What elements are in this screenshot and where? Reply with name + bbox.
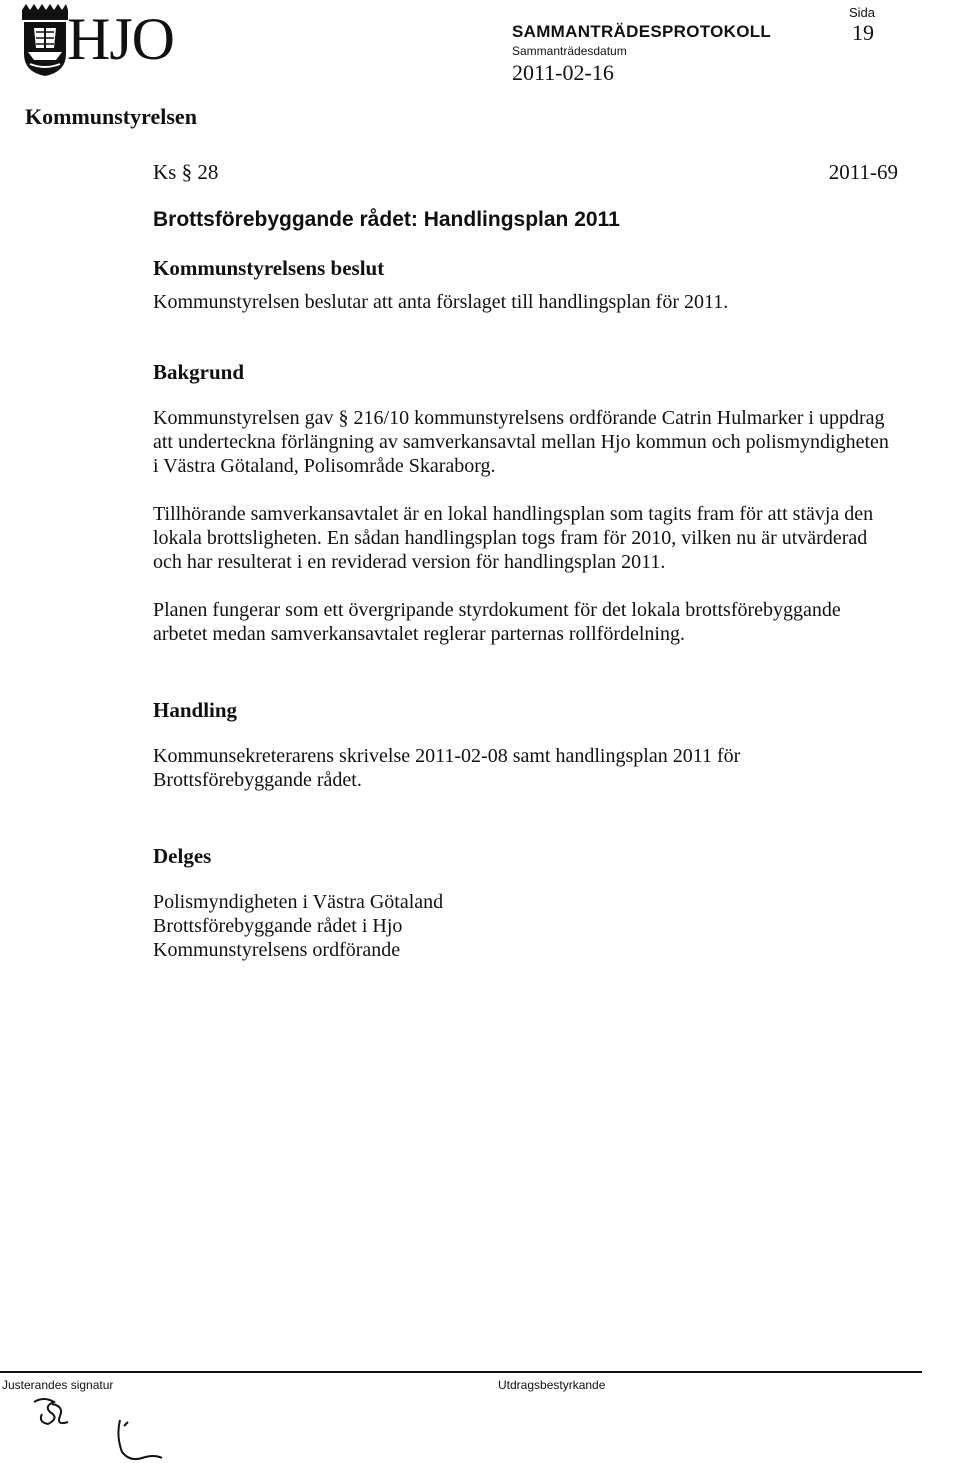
case-row (153, 160, 898, 184)
section-number: Ks § 28 (153, 160, 219, 184)
page-label: Sida (849, 5, 876, 20)
background-paragraph: Planen fungerar som ett övergripande styrdokument för det lokala brottsförebyggande arbetet medan samverkansavtalet reglerar parternas rollfördelning. (153, 599, 841, 645)
documents-text: Kommunsekreterarens skrivelse 2011-02-08 samt handlingsplan 2011 för Brottsförebyggande rådet. (153, 745, 741, 791)
extract-certification-label: Utdragsbestyrkande (498, 1378, 606, 1392)
background-paragraph: Kommunstyrelsen gav § 216/10 kommunstyrelsens ordförande Catrin Hulmarker i uppdrag att underteckna förlängning av samverkansavtal mellan Hjo kommun och polismyndigheten i Västra Götaland, Polisområde Skaraborg. (153, 407, 889, 477)
meeting-date-label: Sammanträdesdatum (512, 44, 627, 58)
handwritten-initials (30, 1392, 180, 1462)
decision-heading: Kommunstyrelsens beslut (153, 256, 385, 280)
distribution-recipient: Kommunstyrelsens ordförande (153, 939, 401, 961)
municipality-logo (20, 2, 200, 78)
case-title: Brottsförebyggande rådet: Handlingsplan 2011 (153, 208, 620, 231)
signature-label: Justerandes signatur (2, 1378, 114, 1392)
decision-text: Kommunstyrelsen beslutar att anta förslaget till handlingsplan för 2011. (153, 291, 729, 313)
logo-text: HJO (67, 6, 175, 72)
footer-divider (0, 1371, 922, 1373)
document-type: SAMMANTRÄDESPROTOKOLL (512, 22, 772, 41)
distribution-heading: Delges (153, 844, 212, 868)
background-paragraph: Tillhörande samverkansavtalet är en lokal handlingsplan som tagits fram för att stävja den lokala brottsligheten. En sådan handlingsplan togs fram för 2010, vilken nu är utvärderad och har resulterat i en reviderad version för handlingsplan 2011. (153, 503, 874, 573)
distribution-recipient: Brottsförebyggande rådet i Hjo (153, 915, 403, 937)
page-number: 19 (852, 20, 874, 45)
background-heading: Bakgrund (153, 360, 245, 384)
documents-heading: Handling (153, 698, 238, 722)
case-number: 2011-69 (828, 160, 898, 184)
organization-name: Kommunstyrelsen (25, 104, 197, 129)
ship-crest-icon (20, 2, 70, 78)
meeting-date: 2011-02-16 (512, 60, 614, 85)
protocol-content (153, 160, 898, 962)
distribution-recipient: Polismyndigheten i Västra Götaland (153, 891, 444, 913)
